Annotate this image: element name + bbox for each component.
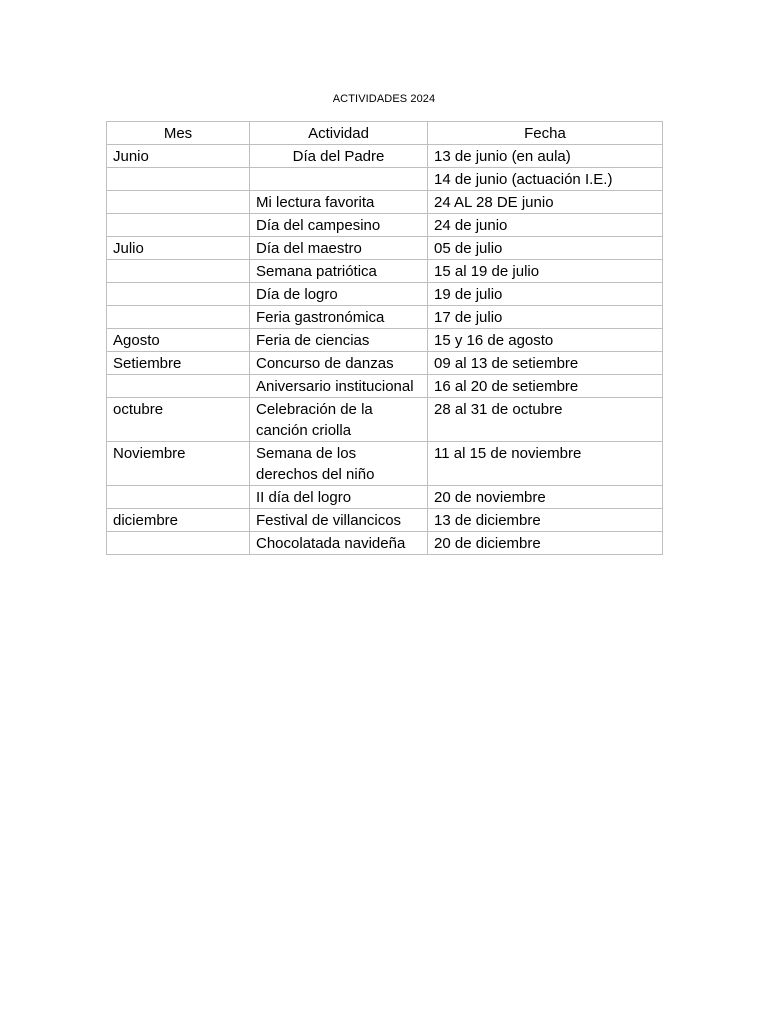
cell-fecha: 28 al 31 de octubre: [428, 398, 663, 442]
cell-mes: octubre: [107, 398, 250, 442]
cell-mes: Noviembre: [107, 442, 250, 486]
cell-fecha: 16 al 20 de setiembre: [428, 375, 663, 398]
cell-fecha: 19 de julio: [428, 283, 663, 306]
cell-mes: [107, 191, 250, 214]
cell-mes: Setiembre: [107, 352, 250, 375]
cell-fecha: 14 de junio (actuación I.E.): [428, 168, 663, 191]
cell-mes: [107, 486, 250, 509]
cell-fecha: 11 al 15 de noviembre: [428, 442, 663, 486]
cell-fecha: 24 de junio: [428, 214, 663, 237]
table-header-row: [107, 122, 663, 145]
table-row: [107, 509, 663, 532]
cell-actividad: Día del maestro: [250, 237, 428, 260]
cell-actividad: Celebración de la canción criolla: [250, 398, 428, 442]
table-row: [107, 442, 663, 486]
cell-actividad: Mi lectura favorita: [250, 191, 428, 214]
cell-mes: [107, 532, 250, 555]
table-row: [107, 145, 663, 168]
cell-fecha: 20 de noviembre: [428, 486, 663, 509]
table-row: [107, 306, 663, 329]
cell-fecha: 20 de diciembre: [428, 532, 663, 555]
cell-mes: [107, 214, 250, 237]
cell-fecha: 15 al 19 de julio: [428, 260, 663, 283]
cell-mes: Agosto: [107, 329, 250, 352]
cell-actividad: Día del campesino: [250, 214, 428, 237]
table-row: [107, 237, 663, 260]
cell-mes: [107, 168, 250, 191]
table-row: [107, 352, 663, 375]
cell-actividad: Semana patriótica: [250, 260, 428, 283]
document-title: ACTIVIDADES 2024: [332, 93, 436, 105]
cell-mes: Junio: [107, 145, 250, 168]
cell-mes: [107, 260, 250, 283]
cell-actividad: Semana de los derechos del niño: [250, 442, 428, 486]
cell-fecha: 24 AL 28 DE junio: [428, 191, 663, 214]
cell-mes: diciembre: [107, 509, 250, 532]
table-row: [107, 486, 663, 509]
cell-fecha: 13 de junio (en aula): [428, 145, 663, 168]
cell-fecha: 15 y 16 de agosto: [428, 329, 663, 352]
cell-mes: [107, 375, 250, 398]
cell-actividad: Día del Padre: [250, 145, 428, 168]
header-actividad: Actividad: [250, 122, 428, 145]
cell-actividad: Concurso de danzas: [250, 352, 428, 375]
cell-mes: [107, 306, 250, 329]
activities-table: [106, 121, 663, 555]
cell-mes: Julio: [107, 237, 250, 260]
header-mes: Mes: [107, 122, 250, 145]
table-row: [107, 375, 663, 398]
cell-mes: [107, 283, 250, 306]
cell-actividad: Festival de villancicos: [250, 509, 428, 532]
cell-fecha: 05 de julio: [428, 237, 663, 260]
table-row: [107, 260, 663, 283]
header-fecha: Fecha: [428, 122, 663, 145]
table-row: [107, 214, 663, 237]
table-row: [107, 191, 663, 214]
cell-actividad: [250, 168, 428, 191]
cell-fecha: 17 de julio: [428, 306, 663, 329]
table-row: [107, 329, 663, 352]
table-row: [107, 168, 663, 191]
cell-fecha: 13 de diciembre: [428, 509, 663, 532]
table-row: [107, 283, 663, 306]
cell-actividad: Feria gastronómica: [250, 306, 428, 329]
cell-actividad: Feria de ciencias: [250, 329, 428, 352]
table-row: [107, 398, 663, 442]
cell-actividad: Aniversario institucional: [250, 375, 428, 398]
cell-actividad: Chocolatada navideña: [250, 532, 428, 555]
cell-actividad: II día del logro: [250, 486, 428, 509]
cell-actividad: Día de logro: [250, 283, 428, 306]
table-row: [107, 532, 663, 555]
cell-fecha: 09 al 13 de setiembre: [428, 352, 663, 375]
